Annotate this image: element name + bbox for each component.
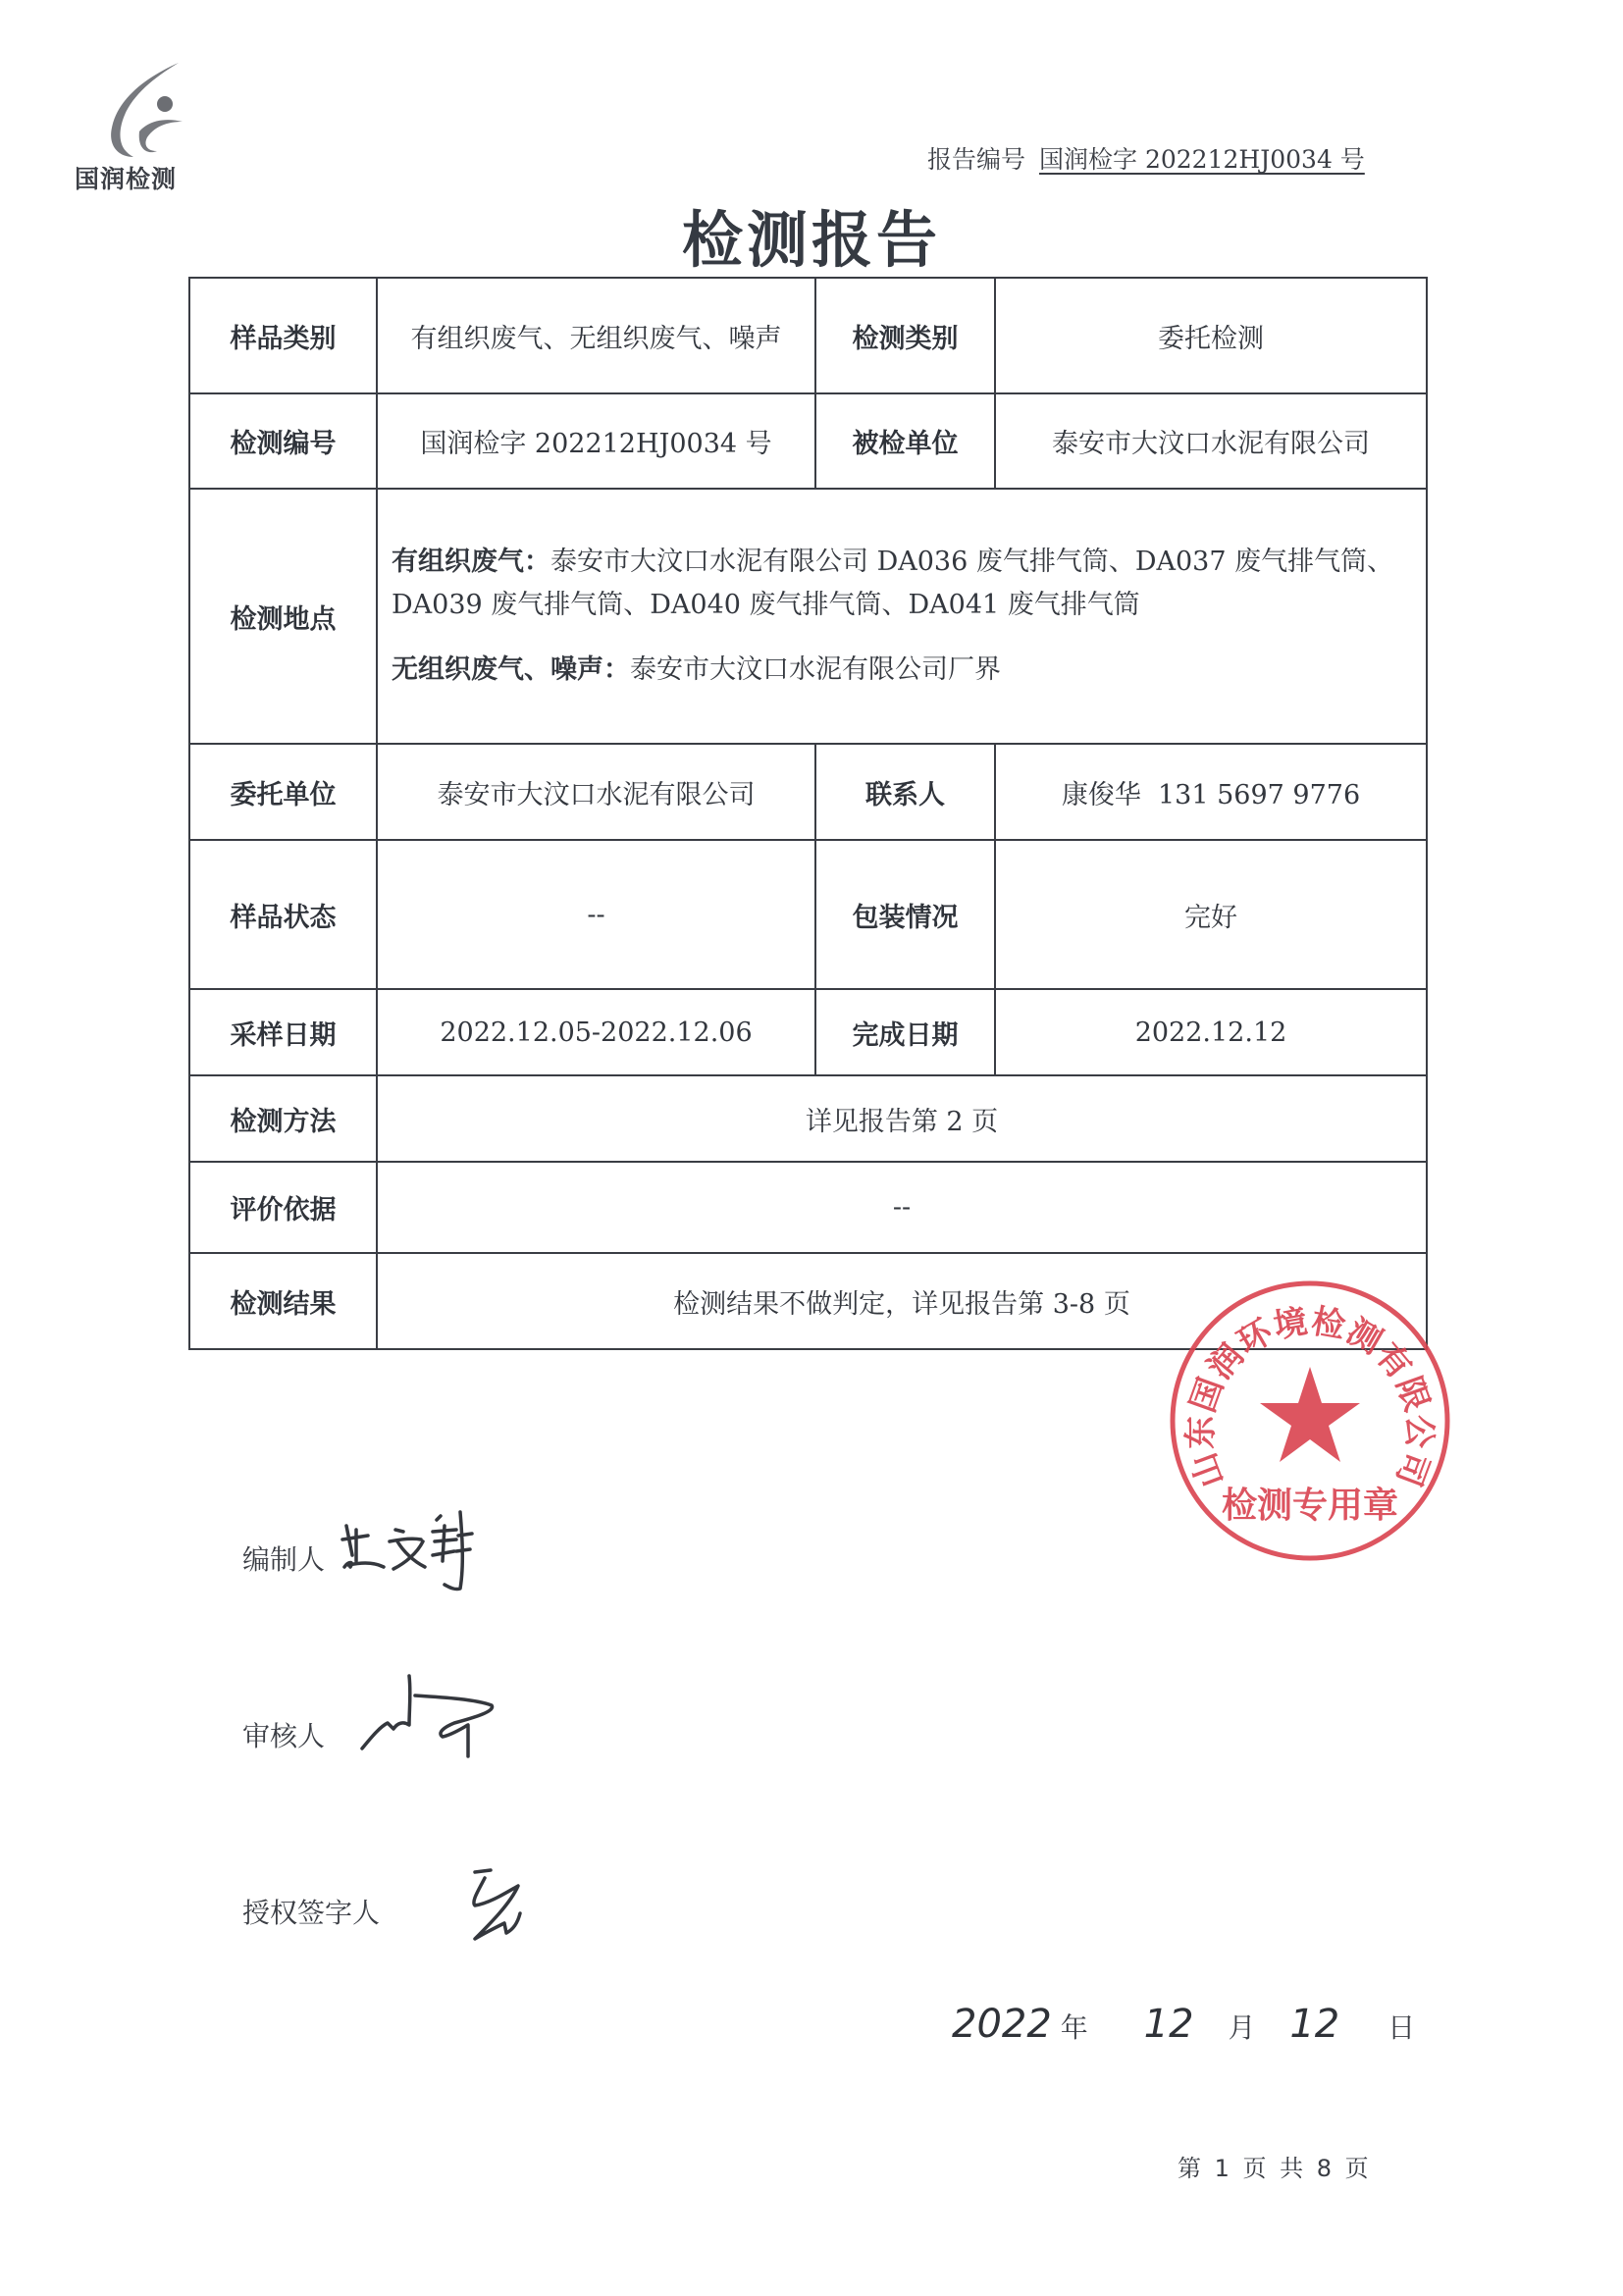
table-row	[189, 840, 1427, 989]
reviewer-label: 审核人	[242, 1720, 326, 1752]
company-logo	[71, 59, 198, 196]
page-title: 检测报告	[681, 204, 941, 276]
table-row	[189, 744, 1427, 840]
authorized-signature-icon	[461, 1864, 550, 1953]
authorized-signer-label: 授权签字人	[242, 1897, 381, 1929]
table-row	[189, 393, 1427, 489]
stamp-seal-icon	[1163, 1274, 1457, 1568]
sample-category-value: 有组织废气、无组织废气、噪声	[377, 278, 815, 393]
page-indicator: 第 1 页 共 8 页	[1178, 2155, 1369, 2182]
basis-value: --	[377, 1162, 1427, 1253]
report-info-table	[188, 277, 1428, 1350]
report-number	[927, 140, 1365, 176]
star-icon	[1260, 1367, 1360, 1462]
official-stamp	[1163, 1274, 1457, 1568]
table-row	[189, 1075, 1427, 1162]
reviewer-signature-icon	[358, 1668, 535, 1766]
client-value: 泰安市大汶口水泥有限公司	[377, 744, 815, 840]
date-month: 12	[1143, 2002, 1194, 2047]
test-number-value: 国润检字 202212HJ0034 号	[377, 393, 815, 489]
date-year-unit: 年	[1060, 2011, 1088, 2044]
location-unorganized	[392, 649, 1412, 692]
location-label: 检测地点	[189, 489, 377, 744]
sample-state-label: 样品状态	[189, 840, 377, 989]
date-year: 2022	[952, 2002, 1052, 2047]
compiler-signature-icon	[339, 1506, 486, 1594]
client-label: 委托单位	[189, 744, 377, 840]
location-value	[377, 489, 1427, 744]
test-type-value: 委托检测	[995, 278, 1427, 393]
date-day: 12	[1289, 2002, 1340, 2047]
date-month-unit: 月	[1228, 2011, 1256, 2044]
location-unorganized-value: 泰安市大汶口水泥有限公司厂界	[630, 654, 1001, 685]
location-organized-label: 有组织废气：	[392, 547, 550, 577]
report-number-value: 国润检字 202212HJ0034 号	[1039, 145, 1365, 174]
inspected-unit-label: 被检单位	[815, 393, 995, 489]
location-organized-value: 泰安市大汶口水泥有限公司 DA036 废气排气筒、DA037 废气排气筒、DA039 废气排气筒、DA040 废气排气筒、DA041 废气排气筒	[392, 547, 1394, 620]
packaging-label: 包装情况	[815, 840, 995, 989]
contact-label: 联系人	[815, 744, 995, 840]
test-type-label: 检测类别	[815, 278, 995, 393]
sampling-date-value: 2022.12.05-2022.12.06	[377, 989, 815, 1075]
method-label: 检测方法	[189, 1075, 377, 1162]
inspected-unit-value: 泰安市大汶口水泥有限公司	[995, 393, 1427, 489]
completion-date-value: 2022.12.12	[995, 989, 1427, 1075]
table-row	[189, 989, 1427, 1075]
location-organized	[392, 541, 1412, 627]
test-number-label: 检测编号	[189, 393, 377, 489]
report-number-label: 报告编号	[927, 145, 1026, 174]
basis-label: 评价依据	[189, 1162, 377, 1253]
result-label: 检测结果	[189, 1253, 377, 1349]
compiler-label: 编制人	[242, 1543, 326, 1576]
location-unorganized-label: 无组织废气、噪声：	[392, 654, 630, 685]
sample-state-value: --	[377, 840, 815, 989]
sample-category-label: 样品类别	[189, 278, 377, 393]
contact-value: 康俊华 131 5697 9776	[995, 744, 1427, 840]
stamp-inner-text: 检测专用章	[1221, 1486, 1399, 1526]
result-value: 检测结果不做判定，详见报告第 3-8 页	[377, 1253, 1427, 1349]
table-row	[189, 489, 1427, 744]
stamp-outer-text: 山东国润环境检测有限公司	[1180, 1301, 1440, 1493]
logo-mark-icon	[88, 59, 196, 162]
date-day-unit: 日	[1387, 2011, 1416, 2044]
sampling-date-label: 采样日期	[189, 989, 377, 1075]
table-row	[189, 1162, 1427, 1253]
method-value: 详见报告第 2 页	[377, 1075, 1427, 1162]
completion-date-label: 完成日期	[815, 989, 995, 1075]
table-row	[189, 278, 1427, 393]
logo-text: 国润检测	[75, 165, 178, 193]
packaging-value: 完好	[995, 840, 1427, 989]
signing-date	[952, 2002, 1415, 2047]
